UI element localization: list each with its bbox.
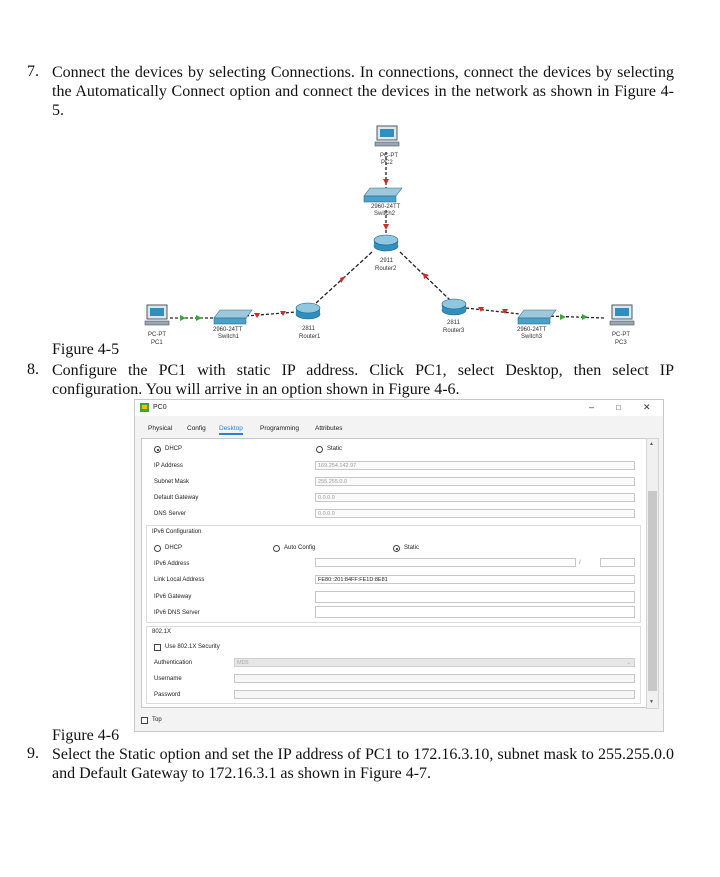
maximize-button[interactable]: □	[616, 403, 621, 412]
chevron-down-icon: ⌄	[626, 660, 631, 666]
authentication-value: MD5	[237, 660, 249, 666]
link-local-address-field[interactable]: FE80::201:84FF:FE1D:8E81	[315, 575, 635, 584]
scrollbar-thumb[interactable]	[648, 491, 657, 691]
figure-4-6-caption: Figure 4-6	[52, 727, 120, 744]
tab-physical[interactable]: Physical	[148, 425, 173, 432]
ip-address-field[interactable]: 169.254.142.97	[315, 461, 635, 470]
ipv6-static-label: Static	[404, 545, 420, 551]
ip-address-label: IP Address	[154, 463, 183, 469]
tab-desktop[interactable]: Desktop	[219, 425, 243, 435]
ipv6-dns-server-label: IPv6 DNS Server	[154, 610, 200, 616]
switch1-name-label: Switch1	[218, 334, 240, 340]
switch3-type-label: 2960-24TT	[517, 327, 547, 333]
tab-config[interactable]: Config	[187, 425, 206, 432]
router2-name-label: Router2	[375, 266, 397, 272]
authentication-label: Authentication	[154, 660, 193, 666]
password-label: Password	[154, 692, 181, 698]
figure-4-5-caption: Figure 4-5	[52, 341, 120, 358]
pc3-icon[interactable]	[610, 305, 634, 325]
scroll-up-icon[interactable]: ▲	[649, 441, 654, 447]
ipv4-static-label: Static	[327, 446, 343, 452]
ipv6-dhcp-label: DHCP	[165, 545, 183, 551]
switch3-icon[interactable]	[518, 310, 556, 324]
switch2-type-label: 2960-24TT	[371, 204, 401, 210]
ipv6-address-field[interactable]	[315, 558, 576, 567]
close-button[interactable]: ✕	[643, 402, 651, 412]
subnet-mask-label: Subnet Mask	[154, 479, 190, 485]
switch1-type-label: 2960-24TT	[213, 327, 243, 333]
switch2-icon[interactable]	[364, 188, 402, 202]
router1-name-label: Router1	[299, 334, 321, 340]
ipv4-static-radio[interactable]	[316, 446, 323, 453]
pc2-icon[interactable]	[375, 126, 399, 146]
step-8-text: Configure the PC1 with static IP address. Click PC1, select Desktop, then select IP configuration. You will arrive in an option shown in Figure 4-6.	[52, 362, 674, 398]
router3-type-label: 2811	[447, 320, 460, 326]
router2-icon[interactable]	[374, 235, 398, 251]
dns-server-label: DNS Server	[154, 511, 187, 517]
top-label: Top	[152, 717, 162, 723]
network-diagram	[0, 0, 720, 360]
step-9-number: 9.	[27, 745, 39, 762]
pc3-type-label: PC-PT	[612, 332, 630, 338]
use-8021x-checkbox[interactable]	[154, 644, 161, 651]
link-local-address-label: Link Local Address	[154, 577, 205, 583]
router1-icon[interactable]	[296, 303, 320, 319]
minimize-button[interactable]: –	[589, 402, 595, 412]
vertical-scrollbar[interactable]	[646, 438, 659, 709]
switch3-name-label: Switch3	[521, 334, 543, 340]
ipv6-dns-server-field[interactable]	[315, 606, 635, 618]
window-titlebar	[135, 400, 663, 416]
pc1-name-label: PC1	[151, 340, 163, 346]
authentication-select[interactable]	[234, 658, 635, 667]
ipv6-static-radio[interactable]	[393, 545, 400, 552]
default-gateway-field[interactable]: 0.0.0.0	[315, 493, 635, 502]
ipv6-prefix-field[interactable]	[600, 558, 635, 567]
pc2-name-label: PC2	[381, 160, 393, 166]
step-8-number: 8.	[27, 361, 39, 378]
pc1-icon[interactable]	[145, 305, 169, 325]
ipv6-address-label: IPv6 Address	[154, 561, 190, 567]
ipv6-auto-config-radio[interactable]	[273, 545, 280, 552]
step-9-text: Select the Static option and set the IP address of PC1 to 172.16.3.10, subnet mask to 255.255.0.0 and Default Gateway to 172.16.3.1 as shown in Figure 4-7.	[52, 746, 674, 782]
step-7-text: Connect the devices by selecting Connections. In connections, connect the devices by selecting the Automatically Connect option and connect the devices in the network as shown in Figure 4-5.	[52, 64, 674, 119]
password-field[interactable]	[234, 690, 635, 699]
dot1x-section-label: 802.1X	[152, 629, 172, 635]
pc0-window	[134, 399, 664, 732]
dns-server-field[interactable]: 0.0.0.0	[315, 509, 635, 518]
router3-name-label: Router3	[443, 328, 465, 334]
scroll-down-icon[interactable]: ▼	[649, 699, 654, 705]
step-7-number: 7.	[27, 63, 39, 80]
ipv6-section-label: IPv6 Configuration	[152, 529, 202, 535]
username-field[interactable]	[234, 674, 635, 683]
tab-programming[interactable]: Programming	[260, 425, 300, 432]
router2-type-label: 2911	[380, 258, 393, 264]
router1-type-label: 2811	[302, 326, 315, 332]
pc1-type-label: PC-PT	[148, 332, 166, 338]
ipv6-gateway-field[interactable]	[315, 591, 635, 603]
use-8021x-label: Use 802.1X Security	[165, 644, 220, 650]
ipv4-dhcp-radio[interactable]	[154, 446, 161, 453]
pc3-name-label: PC3	[615, 340, 627, 346]
ipv6-prefix-separator: /	[579, 560, 581, 566]
switch2-name-label: Switch2	[374, 211, 396, 217]
default-gateway-label: Default Gateway	[154, 495, 199, 501]
pc2-type-label: PC-PT	[380, 153, 398, 159]
switch1-icon[interactable]	[214, 310, 252, 324]
username-label: Username	[154, 676, 182, 682]
ip-configuration-panel	[141, 438, 648, 708]
ipv6-dhcp-radio[interactable]	[154, 545, 161, 552]
router3-icon[interactable]	[442, 299, 466, 315]
tab-attributes[interactable]: Attributes	[315, 425, 343, 432]
top-checkbox[interactable]	[141, 717, 148, 724]
window-title: PC0	[153, 404, 167, 411]
pc-app-icon	[140, 403, 149, 412]
ipv4-dhcp-label: DHCP	[165, 446, 183, 452]
ipv6-auto-config-label: Auto Config	[284, 545, 316, 551]
subnet-mask-field[interactable]: 255.255.0.0	[315, 477, 635, 486]
ipv6-gateway-label: IPv6 Gateway	[154, 594, 192, 600]
